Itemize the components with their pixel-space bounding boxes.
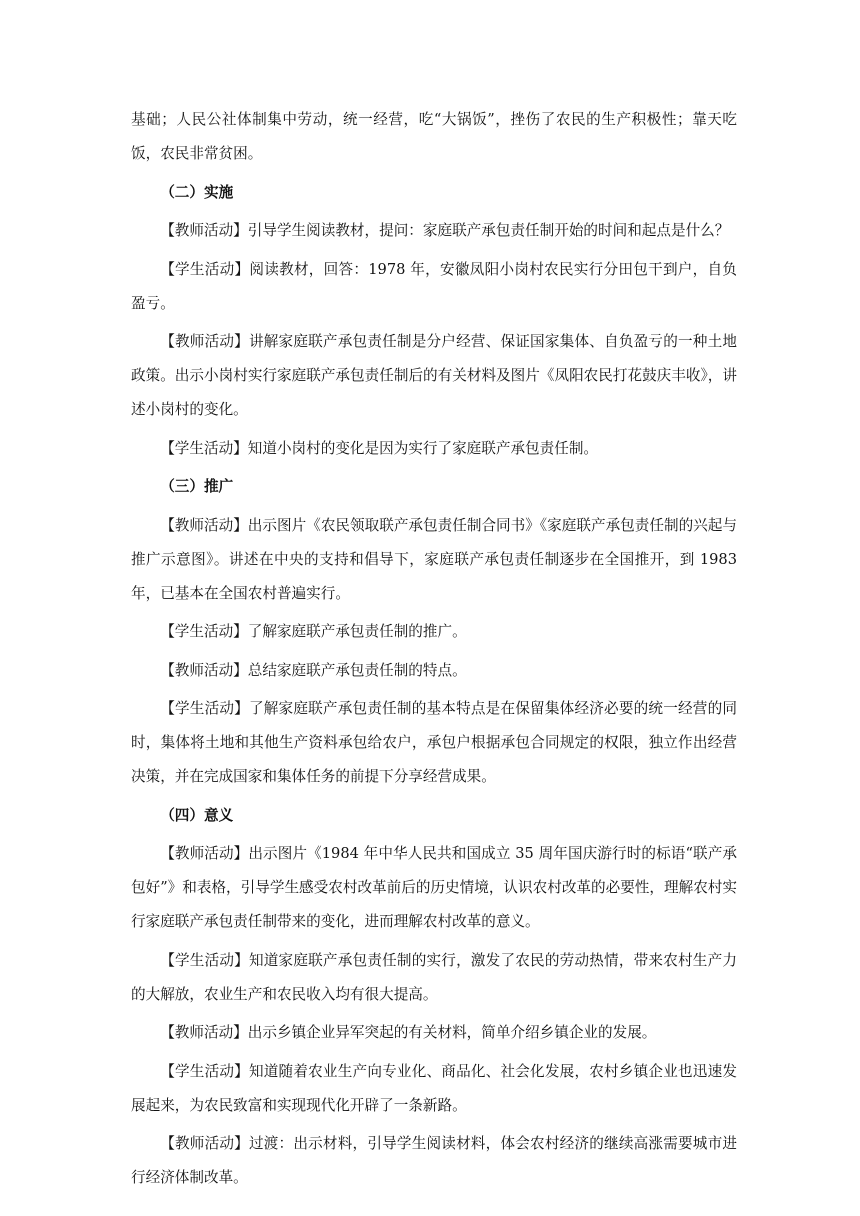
paragraph-teacher-activity: 【教师活动】总结家庭联产承包责任制的特点。 xyxy=(160,661,467,679)
document-page xyxy=(131,103,737,1200)
paragraph-student-activity: 【学生活动】了解家庭联产承包责任制的推广。 xyxy=(160,623,467,640)
section-heading-promotion: （三）推广 xyxy=(160,478,234,495)
paragraph-teacher-activity: 【教师活动】过渡：出示材料，引导学生阅读材料，体会农村经济的继续高涨需要城市进行经济体制改革。 xyxy=(131,1135,737,1186)
paragraph-teacher-activity: 【教师活动】出示乡镇企业异军突起的有关材料，简单介绍乡镇企业的发展。 xyxy=(160,1024,657,1041)
paragraph-student-activity: 【学生活动】了解家庭联产承包责任制的基本特点是在保留集体经济必要的统一经营的同时，集体将土地和其他生产资料承包给农户，承包户根据承包合同规定的权限，独立作出经营决策，并在完成国家和集体任务的前提下分享经营成果。 xyxy=(131,700,737,785)
paragraph-teacher-activity: 【教师活动】出示图片《1984 年中华人民共和国成立 35 周年国庆游行时的标语“联产承包好”》和表格，引导学生感受农村改革前后的历史情境，认识农村改革的必要性，理解农村实行家庭联产承包责任制带来的变化，进而理解农村改革的意义。 xyxy=(131,845,737,930)
paragraph-student-activity: 【学生活动】知道小岗村的变化是因为实行了家庭联产承包责任制。 xyxy=(160,439,599,457)
paragraph-teacher-activity: 【教师活动】讲解家庭联产承包责任制是分户经营、保证国家集体、自负盈亏的一种土地政策。出示小岗村实行家庭联产承包责任制后的有关材料及图片《凤阳农民打花鼓庆丰收》，讲述小岗村的变化。 xyxy=(131,333,737,418)
paragraph-teacher-activity: 【教师活动】出示图片《农民领取联产承包责任制合同书》《家庭联产承包责任制的兴起与推广示意图》。讲述在中央的支持和倡导下，家庭联产承包责任制逐步在全国推开，到 1983 年，已基本在全国农村普遍实行。 xyxy=(131,516,737,602)
paragraph-student-activity: 【学生活动】知道家庭联产承包责任制的实行，激发了农民的劳动热情，带来农村生产力的大解放，农业生产和农民收入均有很大提高。 xyxy=(131,951,737,1003)
section-heading-significance: （四）意义 xyxy=(160,806,234,824)
paragraph-student-activity: 【学生活动】阅读教材，回答：1978 年，安徽凤阳小岗村农民实行分田包干到户，自负盈亏。 xyxy=(131,260,737,312)
paragraph-intro-continued: 基础；人民公社体制集中劳动，统一经营，吃“大锅饭”，挫伤了农民的生产积极性；靠天吃饭，农民非常贫困。 xyxy=(131,111,737,162)
paragraph-student-activity: 【学生活动】知道随着农业生产向专业化、商品化、社会化发展，农村乡镇企业也迅速发展起来，为农民致富和实现现代化开辟了一条新路。 xyxy=(131,1062,737,1114)
section-heading-implementation: （二）实施 xyxy=(160,183,234,201)
paragraph-teacher-activity: 【教师活动】引导学生阅读教材，提问：家庭联产承包责任制开始的时间和起点是什么？ xyxy=(160,222,730,239)
